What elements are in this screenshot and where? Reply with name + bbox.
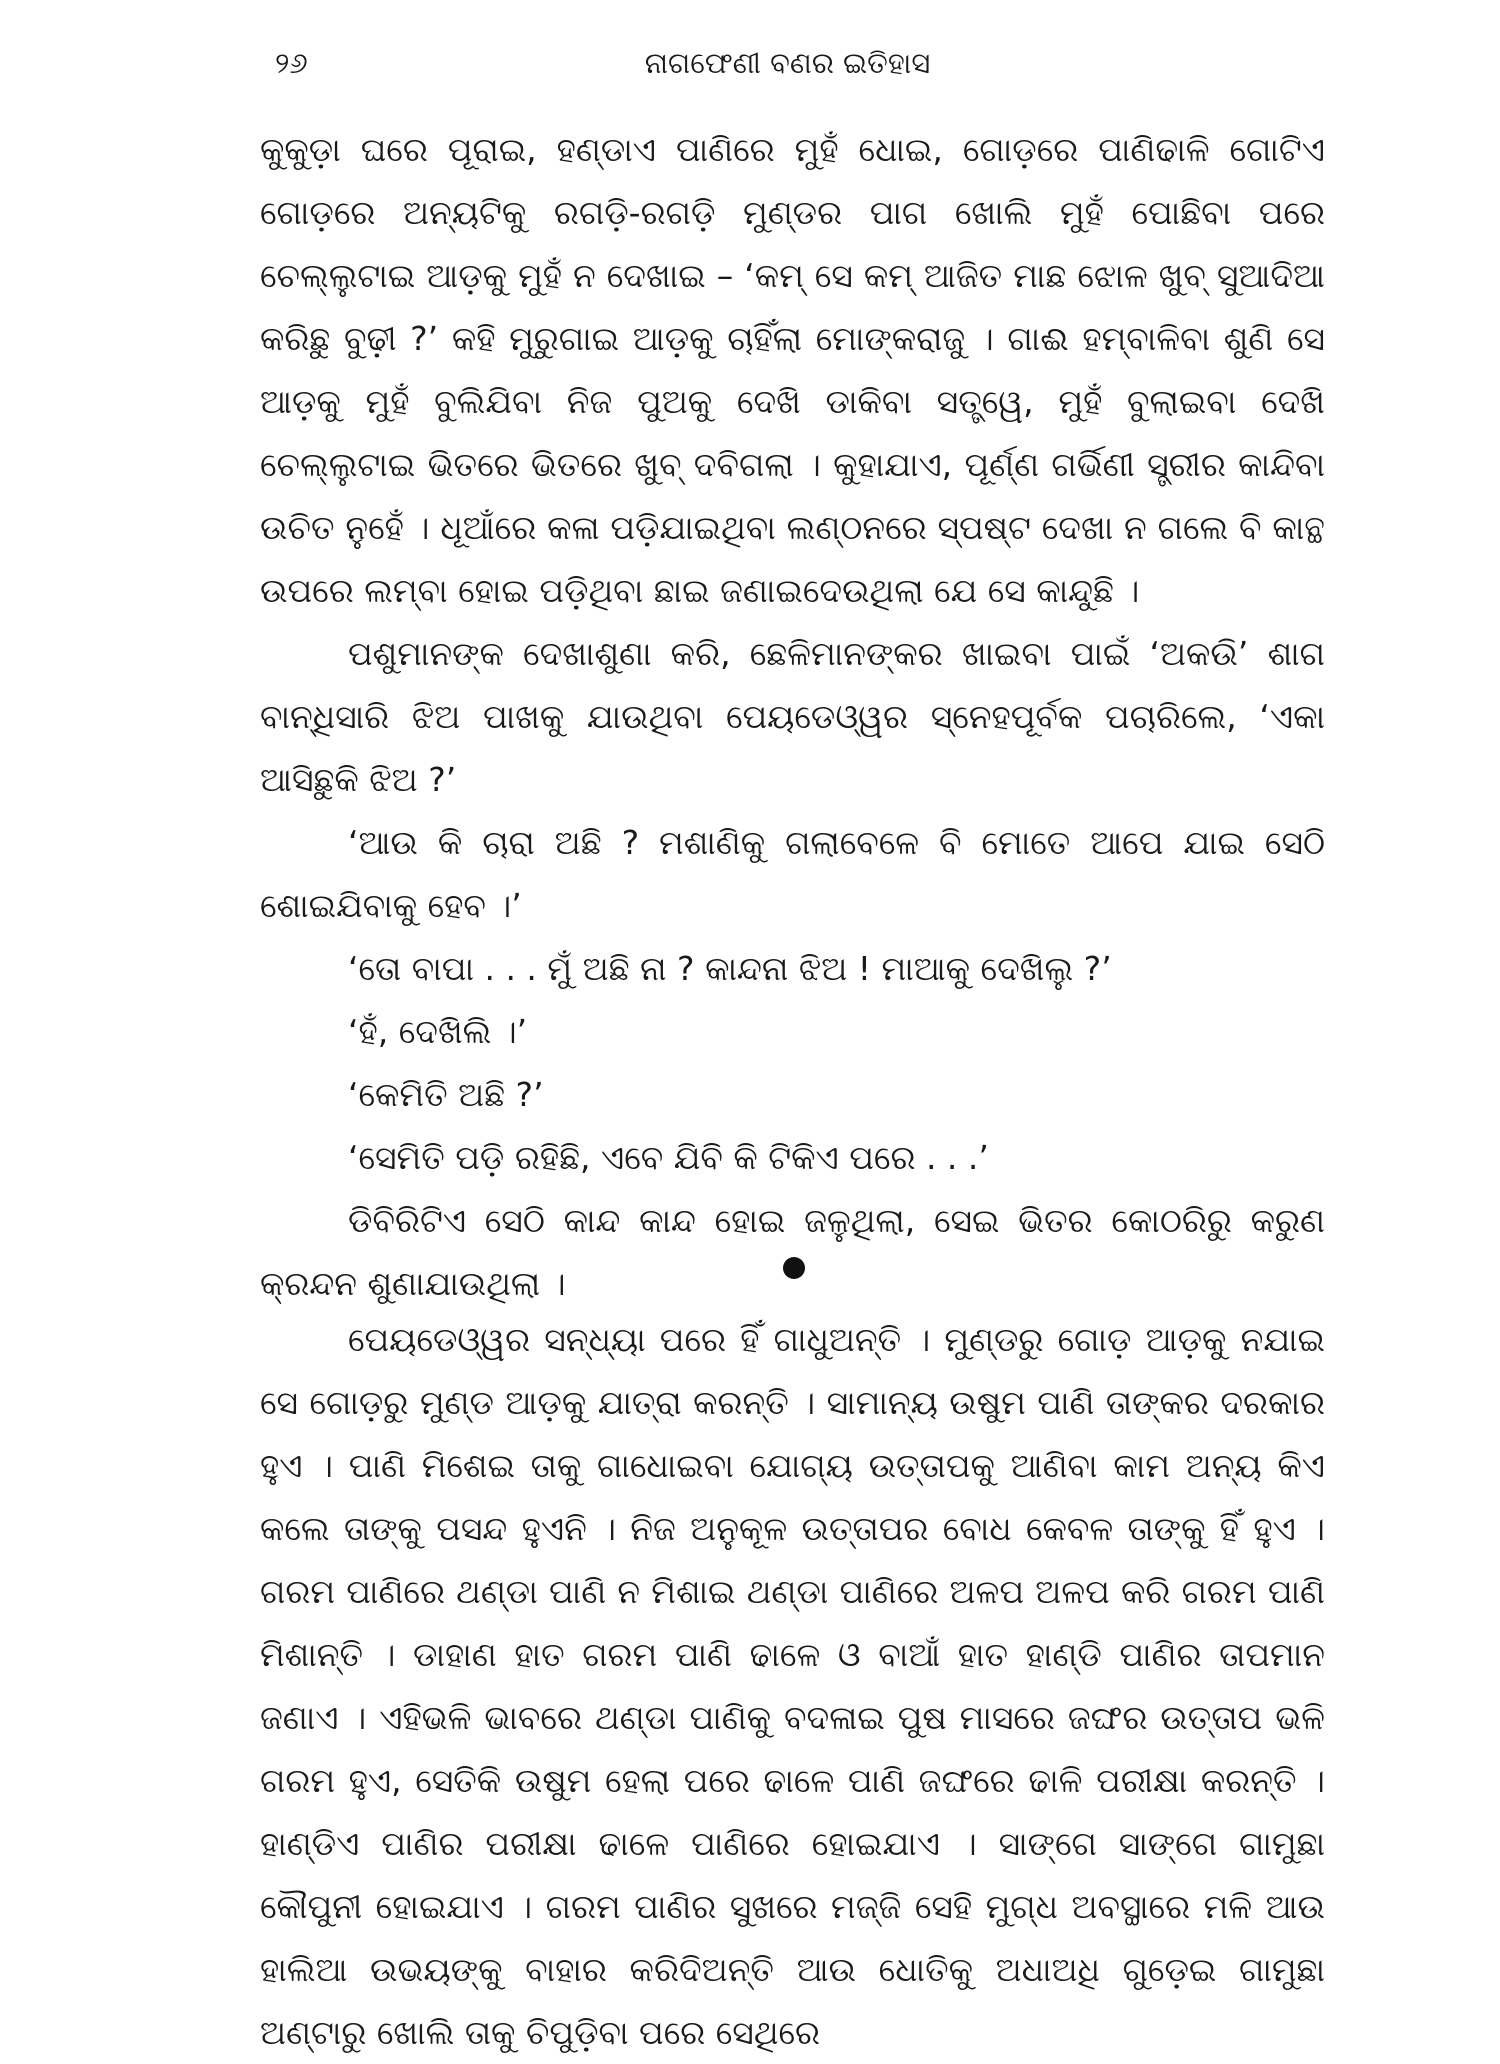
dialogue-line: ‘କେମିତି ଅଛି ?’ — [348, 1075, 544, 1114]
paragraph: ଡିବିରିଟିଏ ସେଠି କାନ୍ଦ କାନ୍ଦ ହୋଇ ଜଳୁଥିଲା, ସେଇ ଭିତର କୋଠରିରୁ କରୁଣ କ୍ରନ୍ଦନ ଶୁଣାଯାଉଥିଲା । — [260, 1201, 1325, 1303]
dialogue-line: ‘ହଁ, ଦେଖିଲି ।’ — [348, 1012, 528, 1051]
section-two-text — [260, 1308, 1325, 2064]
dialogue-line: ‘ତୋ ବାପା . . . ମୁଁ ଅଛି ନା ? କାନ୍ଦନା ଝିଅ ! ମାଆକୁ ଦେଖିଲୁ ?’ — [348, 949, 1112, 988]
page-title: ନାଗଫେଣୀ ବଣର ଇତିହାସ — [644, 46, 931, 80]
running-head — [255, 38, 1320, 88]
dialogue-line: ‘ସେମିତି ପଡ଼ି ରହିଛି, ଏବେ ଯିବି କି ଟିକିଏ ପରେ . . .’ — [348, 1138, 989, 1177]
dialogue-line: ‘ଆଉ କି ଚାରା ଅଛି ? ମଶାଣିକୁ ଗଲାବେଳେ ବି ମୋତେ ଆପେ ଯାଇ ସେଠି ଶୋଇଯିବାକୁ ହେବ ।’ — [260, 823, 1325, 925]
paragraph: କୁକୁଡ଼ା ଘରେ ପୂରାଇ, ହଣ୍ଡାଏ ପାଣିରେ ମୁହଁ ଧୋଇ, ଗୋଡ଼ରେ ପାଣିଢାଳି ଗୋଟିଏ ଗୋଡ଼ରେ ଅନ୍ୟଟିକୁ ରଗଡ଼ି-ରଗଡ଼ି ମୁଣ୍ଡର ପାଗ ଖୋଲି ମୁହଁ ପୋଛିବା ପରେ ଚେଲ୍ଲୁଟାଇ ଆଡ଼କୁ ମୁହଁ ନ ଦେଖାଇ – ‘କମ୍ ସେ କମ୍ ଆଜିତ ମାଛ ଝୋଳ ଖୁବ୍ ସୁଆଦିଆ କରିଛୁ ବୁଢ଼ୀ ?’ କହି ମୁରୁଗାଇ ଆଡ଼କୁ ଚାହିଁଲା ମୋଙ୍କରାଜୁ । ଗାଈ ହମ୍ବାଳିବା ଶୁଣି ସେ ଆଡ଼କୁ ମୁହଁ ବୁଲିଯିବା ନିଜ ପୁଅକୁ ଦେଖି ଡାକିବା ସତ୍ତ୍ୱେ, ମୁହଁ ବୁଲାଇବା ଦେଖି ଚେଲ୍ଲୁଟାଇ ଭିତରେ ଭିତରେ ଖୁବ୍ ଦବିଗଲା । କୁହାଯାଏ, ପୂର୍ଣ୍ଣ ଗର୍ଭିଣୀ ସ୍ତ୍ରୀର କାନ୍ଦିବା ଉଚିତ ନୁହେଁ । ଧୂଆଁରେ କଳା ପଡ଼ିଯାଇଥିବା ଲଣ୍ଠନରେ ସ୍ପଷ୍ଟ ଦେଖା ନ ଗଲେ ବି କାନ୍ଥ ଉପରେ ଲମ୍ବା ହୋଇ ପଡ଼ିଥିବା ଛାଇ ଜଣାଇଦେଉଥିଲା ଯେ ସେ କାନ୍ଦୁଛି । — [260, 130, 1325, 610]
page-number: ୨୬ — [275, 46, 308, 80]
section-one-text — [260, 118, 1325, 1315]
paragraph: ପଶୁମାନଙ୍କ ଦେଖାଶୁଣା କରି, ଛେଳିମାନଙ୍କର ଖାଇବା ପାଇଁ ‘ଅକଉି’ ଶାଗ ବାନ୍ଧିସାରି ଝିଅ ପାଖକୁ ଯାଉଥିବା ପେୟଡେଓ୍ୱର ସ୍ନେହପୂର୍ବକ ପଚାରିଲେ, ‘ଏକା ଆସିଛୁକି ଝିଅ ?’ — [260, 634, 1325, 799]
section-break-bullet-icon — [783, 1257, 805, 1279]
paragraph: ପେୟଡେଓ୍ୱର ସନ୍ଧ୍ୟା ପରେ ହିଁ ଗାଧୁଅନ୍ତି । ମୁଣ୍ଡରୁ ଗୋଡ଼ ଆଡ଼କୁ ନଯାଇ ସେ ଗୋଡ଼ରୁ ମୁଣ୍ଡ ଆଡ଼କୁ ଯାତ୍ରା କରନ୍ତି । ସାମାନ୍ୟ ଉଷୁମ ପାଣି ତାଙ୍କର ଦରକାର ହୁଏ । ପାଣି ମିଶେଇ ତାକୁ ଗାଧୋଇବା ଯୋଗ୍ୟ ଉତ୍ତାପକୁ ଆଣିବା କାମ ଅନ୍ୟ କିଏ କଲେ ତାଙ୍କୁ ପସନ୍ଦ ହୁଏନି । ନିଜ ଅନୁକୂଳ ଉତ୍ତାପର ବୋଧ କେବଳ ତାଙ୍କୁ ହିଁ ହୁଏ । ଗରମ ପାଣିରେ ଥଣ୍ଡା ପାଣି ନ ମିଶାଇ ଥଣ୍ଡା ପାଣିରେ ଅଳପ ଅଳପ କରି ଗରମ ପାଣି ମିଶାନ୍ତି । ଡାହାଣ ହାତ ଗରମ ପାଣି ଢାଳେ ଓ ବାଆଁ ହାତ ହାଣ୍ଡି ପାଣିର ତାପମାନ ଜଣାଏ । ଏହିଭଳି ଭାବରେ ଥଣ୍ଡା ପାଣିକୁ ବଦଳାଇ ପୁଷ ମାସରେ ଜଙ୍ଘର ଉତ୍ତାପ ଭଳି ଗରମ ହୁଏ, ସେତିକି ଉଷୁମ ହେଲା ପରେ ଢାଳେ ପାଣି ଜଙ୍ଘରେ ଢାଳି ପରୀକ୍ଷା କରନ୍ତି । ହାଣ୍ଡିଏ ପାଣିର ପରୀକ୍ଷା ଢାଳେ ପାଣିରେ ହୋଇଯାଏ । ସାଙ୍ଗେ ସାଙ୍ଗେ ଗାମୁଛା କୌପୁନୀ ହୋଇଯାଏ । ଗରମ ପାଣିର ସୁଖରେ ମଜ୍ଜି ସେହି ମୁଗ୍ଧ ଅବସ୍ଥାରେ ମଳି ଆଉ ହାଲିଆ ଉଭୟଙ୍କୁ ବାହାର କରିଦିଅନ୍ତି ଆଉ ଧୋତିକୁ ଅଧାଅଧି ଗୁଡ଼େଇ ଗାମୁଛା ଅଣ୍ଟାରୁ ଖୋଲି ତାକୁ ଚିପୁଡ଼ିବା ପରେ ସେଥିରେ — [260, 1320, 1325, 2052]
